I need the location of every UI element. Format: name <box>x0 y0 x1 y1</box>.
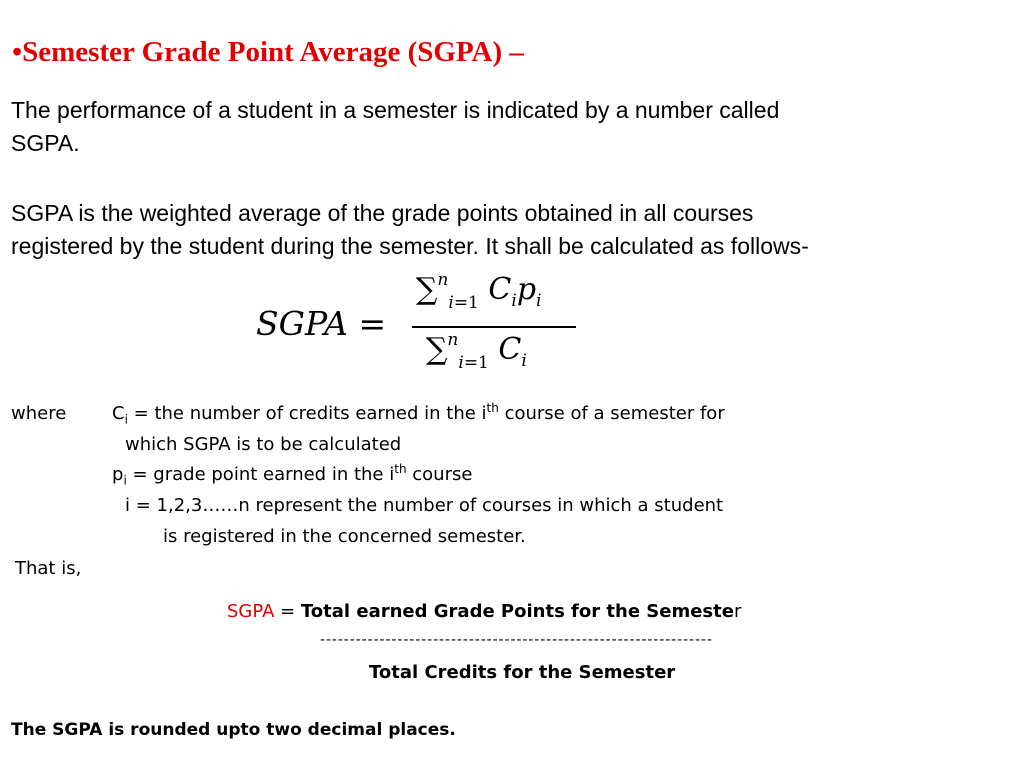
point-index: i <box>536 291 542 311</box>
point-symbol: p <box>516 272 537 307</box>
word-formula-lhs: SGPA <box>227 601 275 622</box>
sum-index: i <box>448 293 454 313</box>
i-definition-line-2: is registered in the concerned semester. <box>163 526 526 547</box>
word-formula-numerator-line <box>227 600 741 624</box>
that-is-label: That is, <box>15 558 82 579</box>
credit-index: i <box>511 291 517 311</box>
definition-line-1: SGPA is the weighted average of the grade points obtained in all courses <box>11 200 754 226</box>
ci-text-2: course of a semester for <box>498 403 725 424</box>
formula-lhs: SGPA = <box>256 304 387 343</box>
formula-numerator <box>416 270 542 313</box>
ci-definition <box>112 402 725 426</box>
sum-symbol: ∑ <box>416 272 438 307</box>
pi-definition <box>112 463 472 487</box>
sum-upper-limit: n <box>447 330 459 350</box>
credit-symbol: C <box>498 332 522 367</box>
slide-title: •Semester Grade Point Average (SGPA) – <box>12 36 524 68</box>
ci-definition-line-2: which SGPA is to be calculated <box>125 434 402 455</box>
word-formula-equals: = <box>274 601 301 622</box>
pi-superscript: th <box>394 462 407 476</box>
ci-symbol: C <box>112 403 125 424</box>
sgpa-formula <box>250 270 590 385</box>
footnote: The SGPA is rounded upto two decimal places. <box>11 720 456 740</box>
pi-text-2: course <box>406 464 473 485</box>
fraction-bar <box>412 326 576 328</box>
intro-line-2: SGPA. <box>11 130 80 156</box>
ci-superscript: th <box>486 401 499 415</box>
word-formula-divider: ------------------------------------------------------------------ <box>320 632 713 648</box>
pi-symbol: p <box>112 464 124 485</box>
word-formula-numerator: Total earned Grade Points for the Semeste <box>300 601 734 622</box>
ci-text-1: = the number of credits earned in the i <box>127 403 487 424</box>
credit-index: i <box>521 351 527 371</box>
ci-subscript: i <box>124 412 128 427</box>
word-formula-denominator: Total Credits for the Semester <box>369 662 676 683</box>
credit-symbol: C <box>488 272 512 307</box>
sum-symbol: ∑ <box>426 332 448 367</box>
i-definition-line-1: i = 1,2,3……n represent the number of courses in which a student <box>125 495 724 516</box>
sum-lower-limit: =1 <box>453 293 479 313</box>
sum-upper-limit: n <box>437 270 449 290</box>
sum-index: i <box>458 353 464 373</box>
word-formula-numerator-end: r <box>733 601 742 622</box>
pi-subscript: i <box>123 473 127 488</box>
pi-text-1: = grade point earned in the i <box>126 464 395 485</box>
definition-line-2: registered by the student during the semester. It shall be calculated as follows- <box>11 233 809 259</box>
intro-line-1: The performance of a student in a semester is indicated by a number called <box>11 97 780 123</box>
formula-denominator <box>426 330 527 373</box>
where-label: where <box>11 403 67 424</box>
sum-lower-limit: =1 <box>463 353 489 373</box>
